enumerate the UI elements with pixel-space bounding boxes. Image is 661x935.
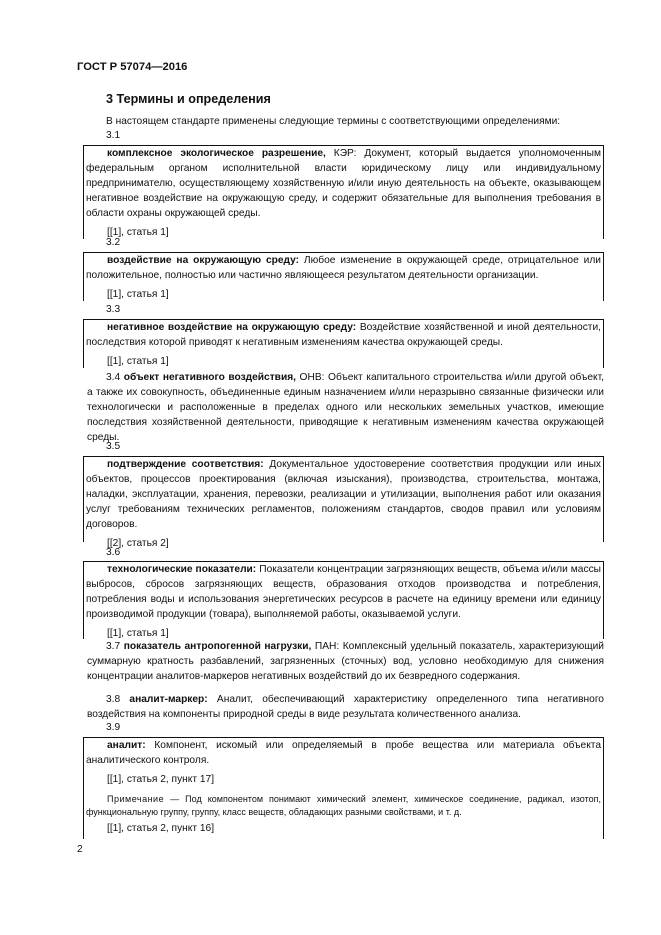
term-name: аналит: xyxy=(107,740,146,751)
term-definition xyxy=(86,739,601,769)
term-box-3-2 xyxy=(83,252,604,301)
term-3-8 xyxy=(87,693,604,723)
term-number: 3.9 xyxy=(106,722,121,733)
term-name: негативное воздействие на окружающую среду: xyxy=(107,322,357,333)
term-number: 3.7 xyxy=(106,641,121,652)
term-number: 3.1 xyxy=(106,130,121,141)
term-box-3-5 xyxy=(83,456,604,549)
term-reference: [[1], статья 1] xyxy=(107,627,169,639)
term-text: Воздействие хозяйственной и иной деятельности, последствия которой приводят к негативным изменениям качества окружающей среды. xyxy=(86,322,601,348)
section-title: 3 Термины и определения xyxy=(106,92,271,106)
term-3-4 xyxy=(87,371,604,446)
term-text: Компонент, искомый или определяемый в пробе вещества или материала объекта аналитического контроля. xyxy=(86,740,601,766)
section-intro: В настоящем стандарте применены следующие термины с соответствующими определениями: xyxy=(106,116,561,127)
term-text: Документальное удостоверение соответствия продукции или иных объектов, процессов проектирования (включая изыскания), производства, строительства, монтажа, наладки, эксплуатации, хранения, перевозки, реализации и утилизации, выполнения работ или оказания услуг требованиям технических регламентов, положениям стандартов, сводов правил или условиям договоров. xyxy=(86,459,601,530)
term-reference: [[1], статья 1] xyxy=(107,226,169,238)
term-number: 3.4 xyxy=(106,372,121,383)
term-reference: [[1], статья 1] xyxy=(107,355,169,367)
term-box-3-9 xyxy=(83,737,604,839)
note-label: Примечание xyxy=(107,793,165,804)
term-text: ОНВ: Объект капитального строительства и/или другой объект, а также их совокупность, объединенные единым назначением и/или неразрывно связанные физически или технологически и расположенные в пределах одного или нескольких земельных участков, имеющие последствия хозяйственной деятельности, приводящие к негативным изменениям качества окружающей среды. xyxy=(87,372,604,443)
term-name: аналит-маркер: xyxy=(129,694,208,705)
term-note xyxy=(86,793,601,819)
term-name: показатель антропогенной нагрузки, xyxy=(123,641,312,652)
term-definition xyxy=(86,563,601,623)
term-reference: [[1], статья 2, пункт 16] xyxy=(107,822,215,834)
page-number: 2 xyxy=(77,844,83,855)
term-number: 3.5 xyxy=(106,441,121,452)
term-number: 3.6 xyxy=(106,547,121,558)
term-definition xyxy=(86,458,601,533)
term-text: Аналит, обеспечивающий характеристику определенного типа негативного воздействия на компоненты природной среды в виде результата количественного анализа. xyxy=(87,694,604,720)
term-text: Любое изменение в окружающей среде, отрицательное или положительное, полностью или частично являющееся результатом деятельности организации. xyxy=(86,255,601,281)
term-reference: [[2], статья 2] xyxy=(107,537,169,549)
term-number: 3.8 xyxy=(106,694,121,705)
term-number: 3.3 xyxy=(106,304,121,315)
term-reference: [[1], статья 1] xyxy=(107,288,169,300)
term-name: воздействие на окружающую среду: xyxy=(107,255,300,266)
term-definition xyxy=(86,321,601,351)
term-box-3-1 xyxy=(83,145,604,239)
term-text: Показатели концентрации загрязняющих веществ, объема и/или массы выбросов, сбросов загрязняющих веществ, образования отходов производства и потребления, потребления воды и использования энергетических ресурсов в расчете на единицу времени или единицу производимой продукции (товара), выполняемой работы, оказываемой услуги. xyxy=(86,564,601,620)
note-text: — Под компонентом понимают химический элемент, химическое соединение, радикал, изотоп, функциональную группу, группу, класс веществ, обладающих разными свойствами, и т. д. xyxy=(86,793,601,817)
term-definition xyxy=(86,254,601,284)
term-name: подтверждение соответствия: xyxy=(107,459,264,470)
term-name: объект негативного воздействия, xyxy=(123,372,296,383)
term-definition xyxy=(86,147,601,222)
term-name: комплексное экологическое разрешение, xyxy=(107,148,326,159)
term-box-3-6 xyxy=(83,561,604,639)
term-number: 3.2 xyxy=(106,237,121,248)
term-text: КЭР: Документ, который выдается уполномоченным федеральным органом исполнительной власти юридическому лицу или индивидуальному предпринимателю, осуществляющему хозяйственную и/или иную деятельность на объекте, оказывающем негативное воздействие на окружающую среду, и содержит обязательные для выполнения требования в области охраны окружающей среды. xyxy=(86,148,602,219)
term-name: технологические показатели: xyxy=(107,564,257,575)
document-code: ГОСТ Р 57074—2016 xyxy=(77,61,188,73)
term-reference: [[1], статья 2, пункт 17] xyxy=(107,773,215,785)
term-box-3-3 xyxy=(83,319,604,368)
term-3-7 xyxy=(87,640,604,685)
term-text: ПАН: Комплексный удельный показатель, характеризующий суммарную кратность разбавлений, загрязненных (сточных) вод, условно необходимую для снижения концентрации аналитов-маркеров негативных воздействий до их безвредного содержания. xyxy=(87,641,604,682)
